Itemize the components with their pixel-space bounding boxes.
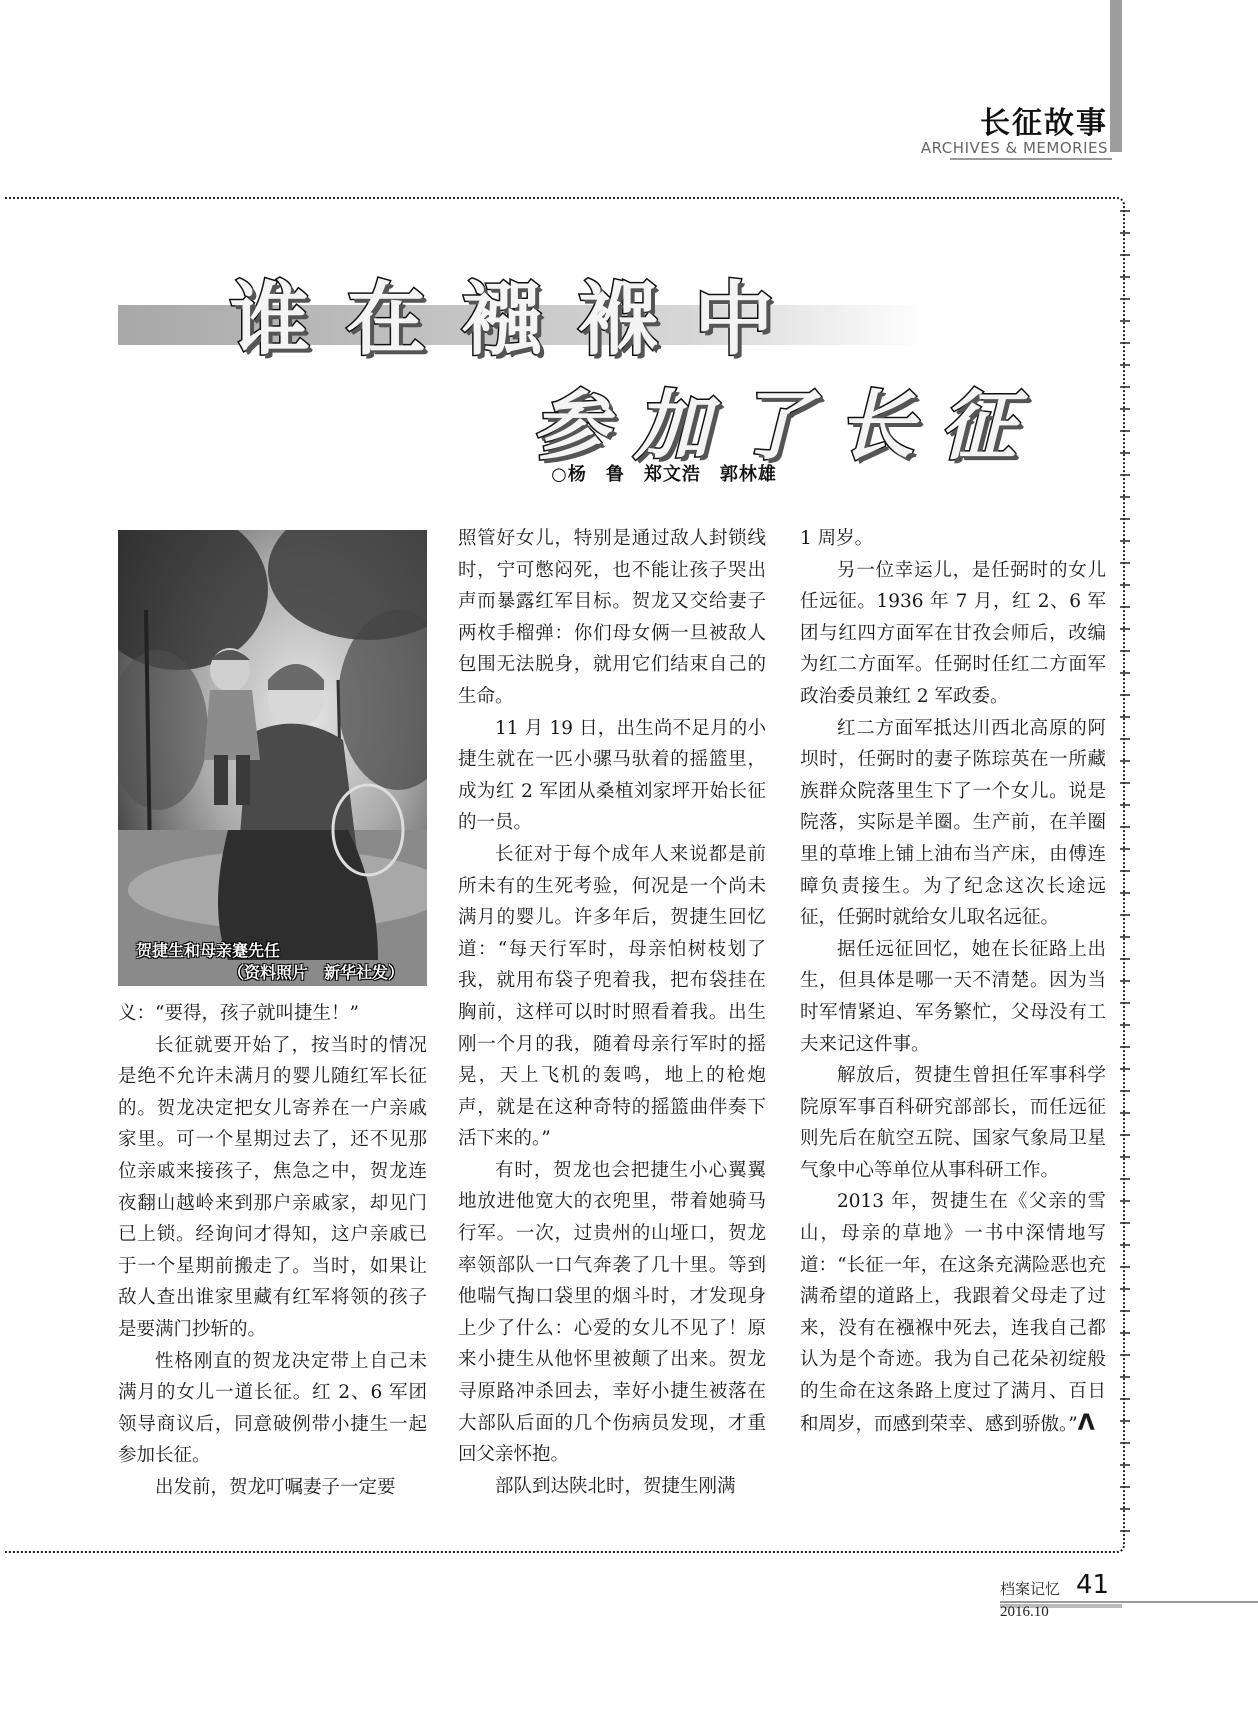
paragraph: 有时，贺龙也会把捷生小心翼翼地放进他宽大的衣兜里，带着她骑马行军。一次，过贵州的山垭口，贺龙率领部队一口气奔袭了几十里。等到他喘气掏口袋里的烟斗时，才发现身上少了什么：心爱的女儿不见了！原来小捷生从他怀里被颠了出来。贺龙寻原路冲杀回去，幸好小捷生被落在大部队后面的几个伤病员发现，才重回父亲怀抱。 xyxy=(458,1159,766,1466)
paragraph: 照管好女儿，特别是通过敌人封锁线时，宁可憋闷死，也不能让孩子哭出声而暴露红军目标。贺龙又交给妻子两枚手榴弹：你们母女俩一旦被敌人包围无法脱身，就用它们结束自己的生命。 xyxy=(458,528,766,707)
paragraph: 解放后，贺捷生曾担任军事科学院原军事百科研究部部长，而任远征则先后在航空五院、国家气象局卫星气象中心等单位从事科研工作。 xyxy=(800,1065,1106,1181)
frame-tick-marks xyxy=(1114,197,1138,1553)
paragraph: 另一位幸运儿，是任弼时的女儿任远征。1936 年 7 月，红 2、6 军团与红四方面军在甘孜会师后，改编为红二方面军。任弼时任红二方面军政治委员兼红 2 军政委。 xyxy=(800,559,1106,707)
footer-rule xyxy=(1000,1601,1258,1603)
paragraph: 红二方面军抵达川西北高原的阿坝时，任弼时的妻子陈琮英在一所藏族群众院落里生下了一个女儿。说是院落，实际是羊圈。生产前，在羊圈里的草堆上铺上油布当产床，由傅连暲负责接生。为了纪念这次长途远征，任弼时就给女儿取名远征。 xyxy=(800,717,1106,929)
paragraph: 11 月 19 日，出生尚不足月的小捷生就在一匹小骡马驮着的摇篮里，成为红 2 军团从桑植刘家坪开始长征的一员。 xyxy=(458,717,766,834)
article-title-line-2: 参加了长征 xyxy=(532,381,1042,470)
text-column-1 xyxy=(118,998,427,1504)
issue-date: 2016.10 xyxy=(1000,1604,1049,1620)
paragraph: 部队到达陕北时，贺捷生刚满 xyxy=(495,1475,736,1497)
photo-caption: 贺捷生和母亲蹇先任 xyxy=(136,941,281,960)
photo-illustration xyxy=(118,530,427,986)
page-edge-bar xyxy=(1110,0,1122,152)
paragraph: 据任远征回忆，她在长征路上出生，但具体是哪一天不清楚。因为当时军情紧迫、军务繁忙，父母没有工夫来记这件事。 xyxy=(800,938,1106,1055)
paragraph xyxy=(800,1186,1106,1440)
magazine-name: 档案记忆 xyxy=(1000,1580,1061,1598)
article-title-line-1: 谁在襁褓中 xyxy=(230,273,810,366)
page-number: 41 xyxy=(1076,1570,1110,1600)
end-mark: Λ xyxy=(1077,1410,1095,1436)
text-column-3 xyxy=(800,523,1106,1440)
article-authors: ○杨 鲁 郑文浩 郭林雄 xyxy=(551,464,777,485)
paragraph: 长征就要开始了，按当时的情况是绝不允许未满月的婴儿随红军长征的。贺龙决定把女儿寄养在一户亲戚家里。可一个星期过去了，还不见那位亲戚来接孩子，焦急之中，贺龙连夜翻山越岭来到那户亲戚家，却见门已上锁。经询问才得知，这户亲戚已于一个星期前搬走了。当时，如果让敌人查出谁家里藏有红军将领的孩子是要满门抄斩的。 xyxy=(118,1034,427,1340)
section-title: 长征故事 xyxy=(980,106,1108,141)
header-rule xyxy=(950,158,1112,160)
section-subtitle: ARCHIVES & MEMORIES xyxy=(920,139,1108,157)
paragraph: 出发前，贺龙叮嘱妻子一定要 xyxy=(155,1476,396,1498)
photo-credit: （资料照片 新华社发） xyxy=(228,963,405,982)
paragraph: 性格刚直的贺龙决定带上自己未满月的女儿一道长征。红 2、6 军团领导商议后，同意破例带小捷生一起参加长征。 xyxy=(118,1350,427,1467)
paragraph: 义：“要得，孩子就叫捷生！” xyxy=(118,1003,359,1024)
paragraph-text: 2013 年，贺捷生在《父亲的雪山，母亲的草地》一书中深情地写道：“长征一年，在这条充满险恶也充满希望的道路上，我跟着父母走了过来，没有在襁褓中死去，连我自己都认为是个奇迹。我为自己花朵初绽般的生命在这条路上度过了满月、百日和周岁，而感到荣幸、感到骄傲。” xyxy=(800,1191,1106,1435)
paragraph: 1 周岁。 xyxy=(800,528,874,549)
article-photo xyxy=(118,530,427,986)
paragraph: 长征对于每个成年人来说都是前所未有的生死考验，何况是一个尚未满月的婴儿。许多年后，贺捷生回忆道：“每天行军时，母亲怕树枝划了我，就用布袋子兜着我，把布袋挂在胸前，这样可以时时照看着我。出生刚一个月的我，随着母亲行军时的摇晃，天上飞机的轰鸣，地上的枪炮声，就是在这种奇特的摇篮曲伴奏下活下来的。” xyxy=(458,843,766,1150)
text-column-2 xyxy=(458,523,766,1502)
